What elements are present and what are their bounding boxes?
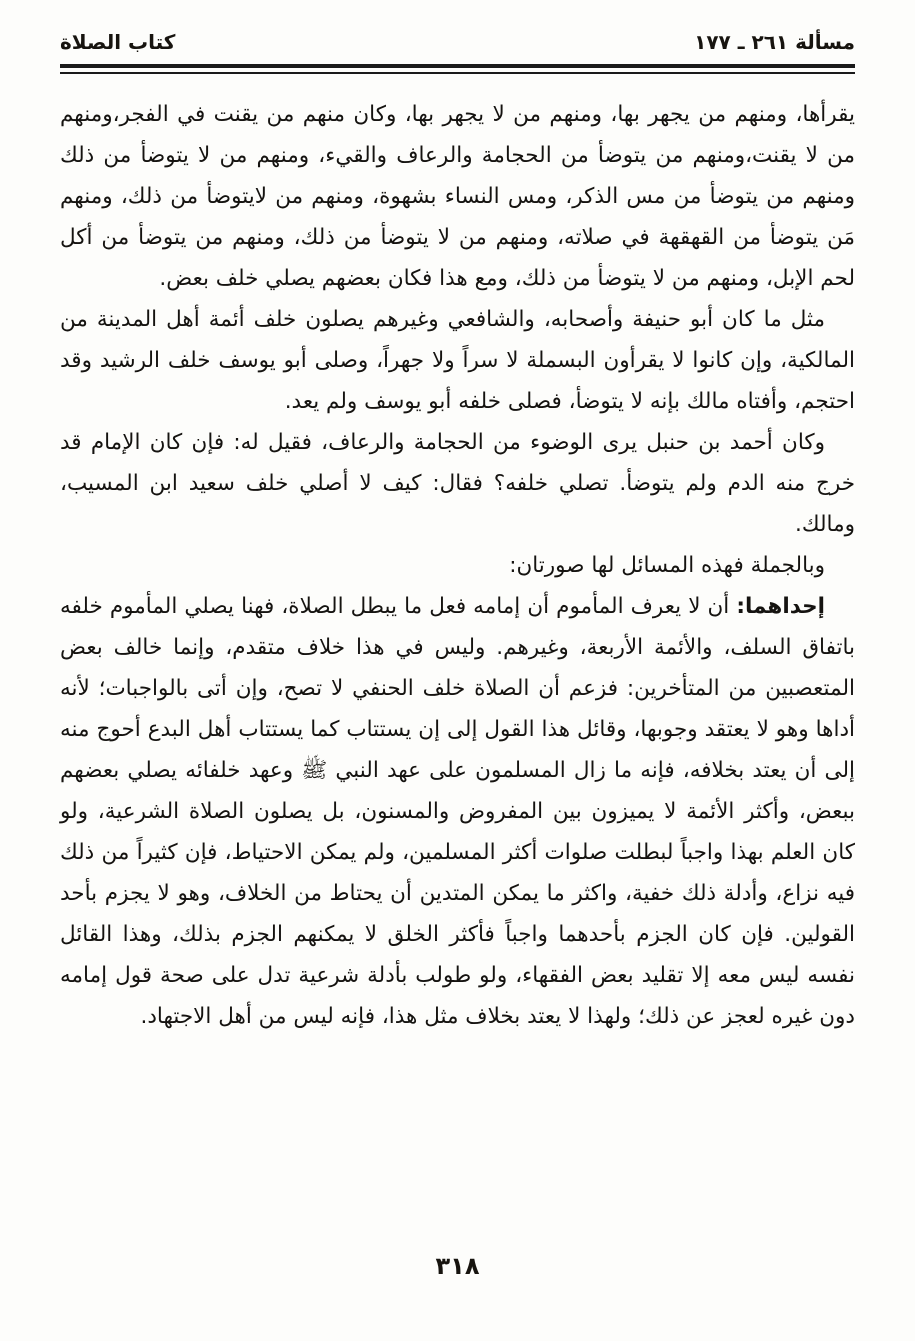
paragraph-abu-hanifa: مثل ما كان أبو حنيفة وأصحابه، والشافعي وغيرهم يصلون خلف أئمة أهل المدينة من المالكية، وإن كانوا لا يقرأون البسملة لا سراً ولا جهراً، وصلى أبو يوسف خلف الرشيد وقد احتجم، وأفتاه مالك بإنه لا يتوضأ، فصلى خلفه أبو يوسف ولم يعد. (60, 307, 855, 414)
paragraph-first-case-text: أن لا يعرف المأموم أن إمامه فعل ما يبطل الصلاة، فهنا يصلي المأموم خلفه باتفاق السلف، والأئمة الأربعة، وغيرهم. وليس في هذا خلاف متقدم، وإنما خالف بعض المتعصبين من المتأخرين: فزعم أن الصلاة خلف الحنفي لا تصح، وإن أتى بالواجبات؛ لأنه أداها وهو لا يعتقد وجوبها، وقائل هذا القول إلى إن يستتاب كما يستتاب أهل البدع أحوج منه إلى أن يعتد بخلافه، فإنه ما زال المسلمون على عهد النبي ﷺ وعهد خلفائه يصلي بعضهم ببعض، وأكثر الأئمة لا يميزون بين المفروض والمسنون، بل يصلون الصلاة الشرعية، ولو كان العلم بهذا واجباً لبطلت صلوات أكثر المسلمين، ولم يمكن الاحتياط، فإن كثيراً من ذلك فيه نزاع، وأدلة ذلك خفية، واكثر ما يمكن المتدين أن يحتاط من الخلاف، وهو لا يجزم بأحد القولين. فإن كان الجزم بأحدهما واجباً فأكثر الخلق لا يمكنهم الجزم بذلك، وهذا القائل نفسه ليس معه إلا تقليد بعض الفقهاء، ولو طولب بأدلة شرعية تدل على صحة قول إمامه دون غيره لعجز عن ذلك؛ ولهذا لا يعتد بخلاف مثل هذا، فإنه ليس من أهل الاجتهاد. (60, 594, 855, 1029)
page-number: ٣١٨ (435, 1252, 480, 1280)
page-header (60, 0, 855, 54)
paragraph-two-cases-intro: وبالجملة فهذه المسائل لها صورتان: (509, 553, 825, 578)
body-text (60, 94, 855, 1037)
page-footer (0, 1252, 915, 1280)
paragraph-first-case (60, 586, 855, 1037)
header-book-title: كتاب الصلاة (60, 30, 176, 54)
header-divider-rule (60, 64, 855, 74)
paragraph-lead-word: إحداهما: (736, 594, 825, 619)
header-masala-range: مسألة ٢٦١ ـ ١٧٧ (694, 30, 855, 54)
paragraph-continuation: يقرأها، ومنهم من يجهر بها، ومنهم من لا يجهر بها، وكان منهم من يقنت في الفجر،ومنهم من لا يقنت،ومنهم من يتوضأ من الحجامة والرعاف والقيء، ومنهم من لا يتوضأ من ذلك ومنهم من يتوضأ من مس الذكر، ومس النساء بشهوة، ومنهم من لايتوضأ من ذلك، ومنهم مَن يتوضأ من القهقهة في صلاته، ومنهم من لا يتوضأ من ذلك، ومنهم من يتوضأ من أكل لحم الإبل، ومنهم من لا يتوضأ من ذلك، ومع هذا فكان بعضهم يصلي خلف بعض. (60, 102, 855, 291)
paragraph-ahmad-ibn-hanbal: وكان أحمد بن حنبل يرى الوضوء من الحجامة والرعاف، فقيل له: فإن كان الإمام قد خرج منه الدم ولم يتوضأ. تصلي خلفه؟ فقال: كيف لا أصلي خلف سعيد ابن المسيب، ومالك. (60, 430, 855, 537)
